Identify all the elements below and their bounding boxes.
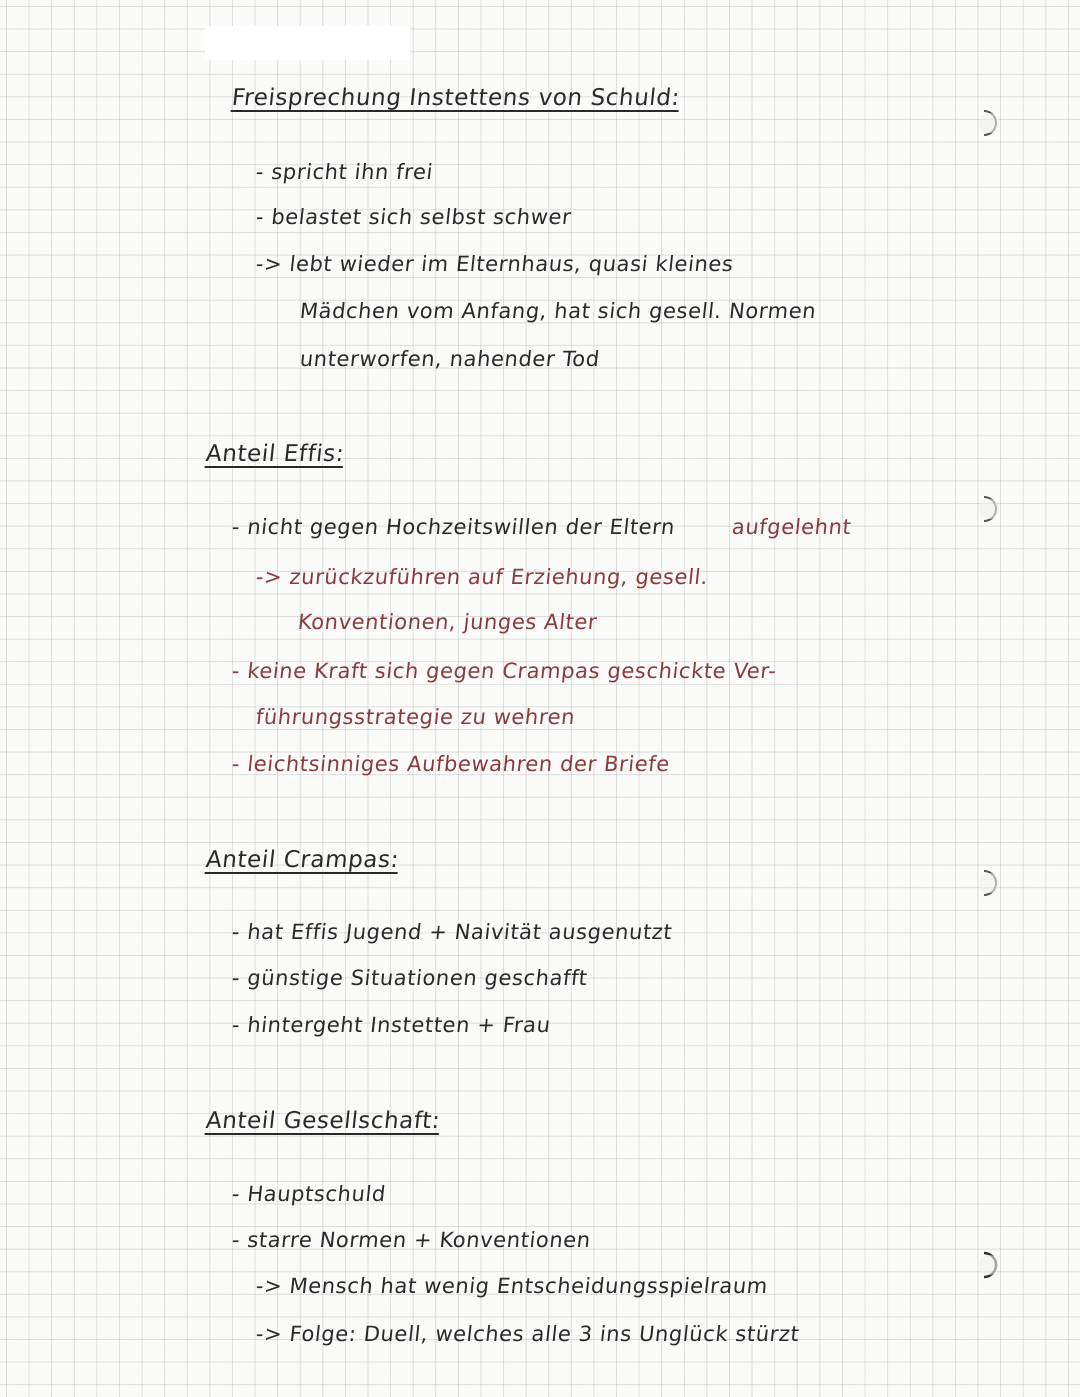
list-item: unterworfen, nahender Tod: [298, 347, 602, 371]
list-item: - hat Effis Jugend + Naivität ausgenutzt: [230, 920, 674, 944]
list-item-red: Konventionen, junges Alter: [296, 610, 599, 634]
list-item-red: aufgelehnt: [730, 515, 853, 539]
redacted-area: [205, 26, 410, 60]
section-heading-anteil-crampas: Anteil Crampas:: [204, 847, 401, 873]
punch-hole-icon: [972, 1248, 1006, 1282]
list-item: - starre Normen + Konventionen: [230, 1228, 593, 1252]
list-item-red: - leichtsinniges Aufbewahren der Briefe: [230, 752, 672, 776]
list-item: - belastet sich selbst schwer: [254, 205, 573, 229]
list-item: - günstige Situationen geschafft: [230, 966, 589, 990]
list-item: - nicht gegen Hochzeitswillen der Eltern: [230, 515, 677, 539]
punch-hole-icon: [972, 106, 1006, 140]
punch-hole-icon: [972, 866, 1006, 900]
section-heading-freisprechung: Freisprechung Instettens von Schuld:: [230, 85, 682, 111]
list-item-red: - keine Kraft sich gegen Crampas geschickte Ver-: [230, 659, 778, 683]
list-item: Mädchen vom Anfang, hat sich gesell. Normen: [298, 299, 818, 323]
list-item: - Hauptschuld: [230, 1182, 388, 1206]
list-item: - hintergeht Instetten + Frau: [230, 1013, 552, 1037]
list-item: - spricht ihn frei: [254, 160, 435, 184]
list-item: -> Mensch hat wenig Entscheidungsspielraum: [254, 1274, 770, 1298]
list-item-red: führungsstrategie zu wehren: [254, 705, 577, 729]
section-heading-anteil-effis: Anteil Effis:: [204, 441, 346, 467]
list-item-red: -> zurückzuführen auf Erziehung, gesell.: [254, 565, 710, 589]
section-heading-anteil-gesellschaft: Anteil Gesellschaft:: [204, 1108, 442, 1134]
list-item: -> Folge: Duell, welches alle 3 ins Unglück stürzt: [254, 1322, 801, 1346]
list-item: -> lebt wieder im Elternhaus, quasi kleines: [254, 252, 735, 276]
punch-hole-icon: [972, 492, 1006, 526]
